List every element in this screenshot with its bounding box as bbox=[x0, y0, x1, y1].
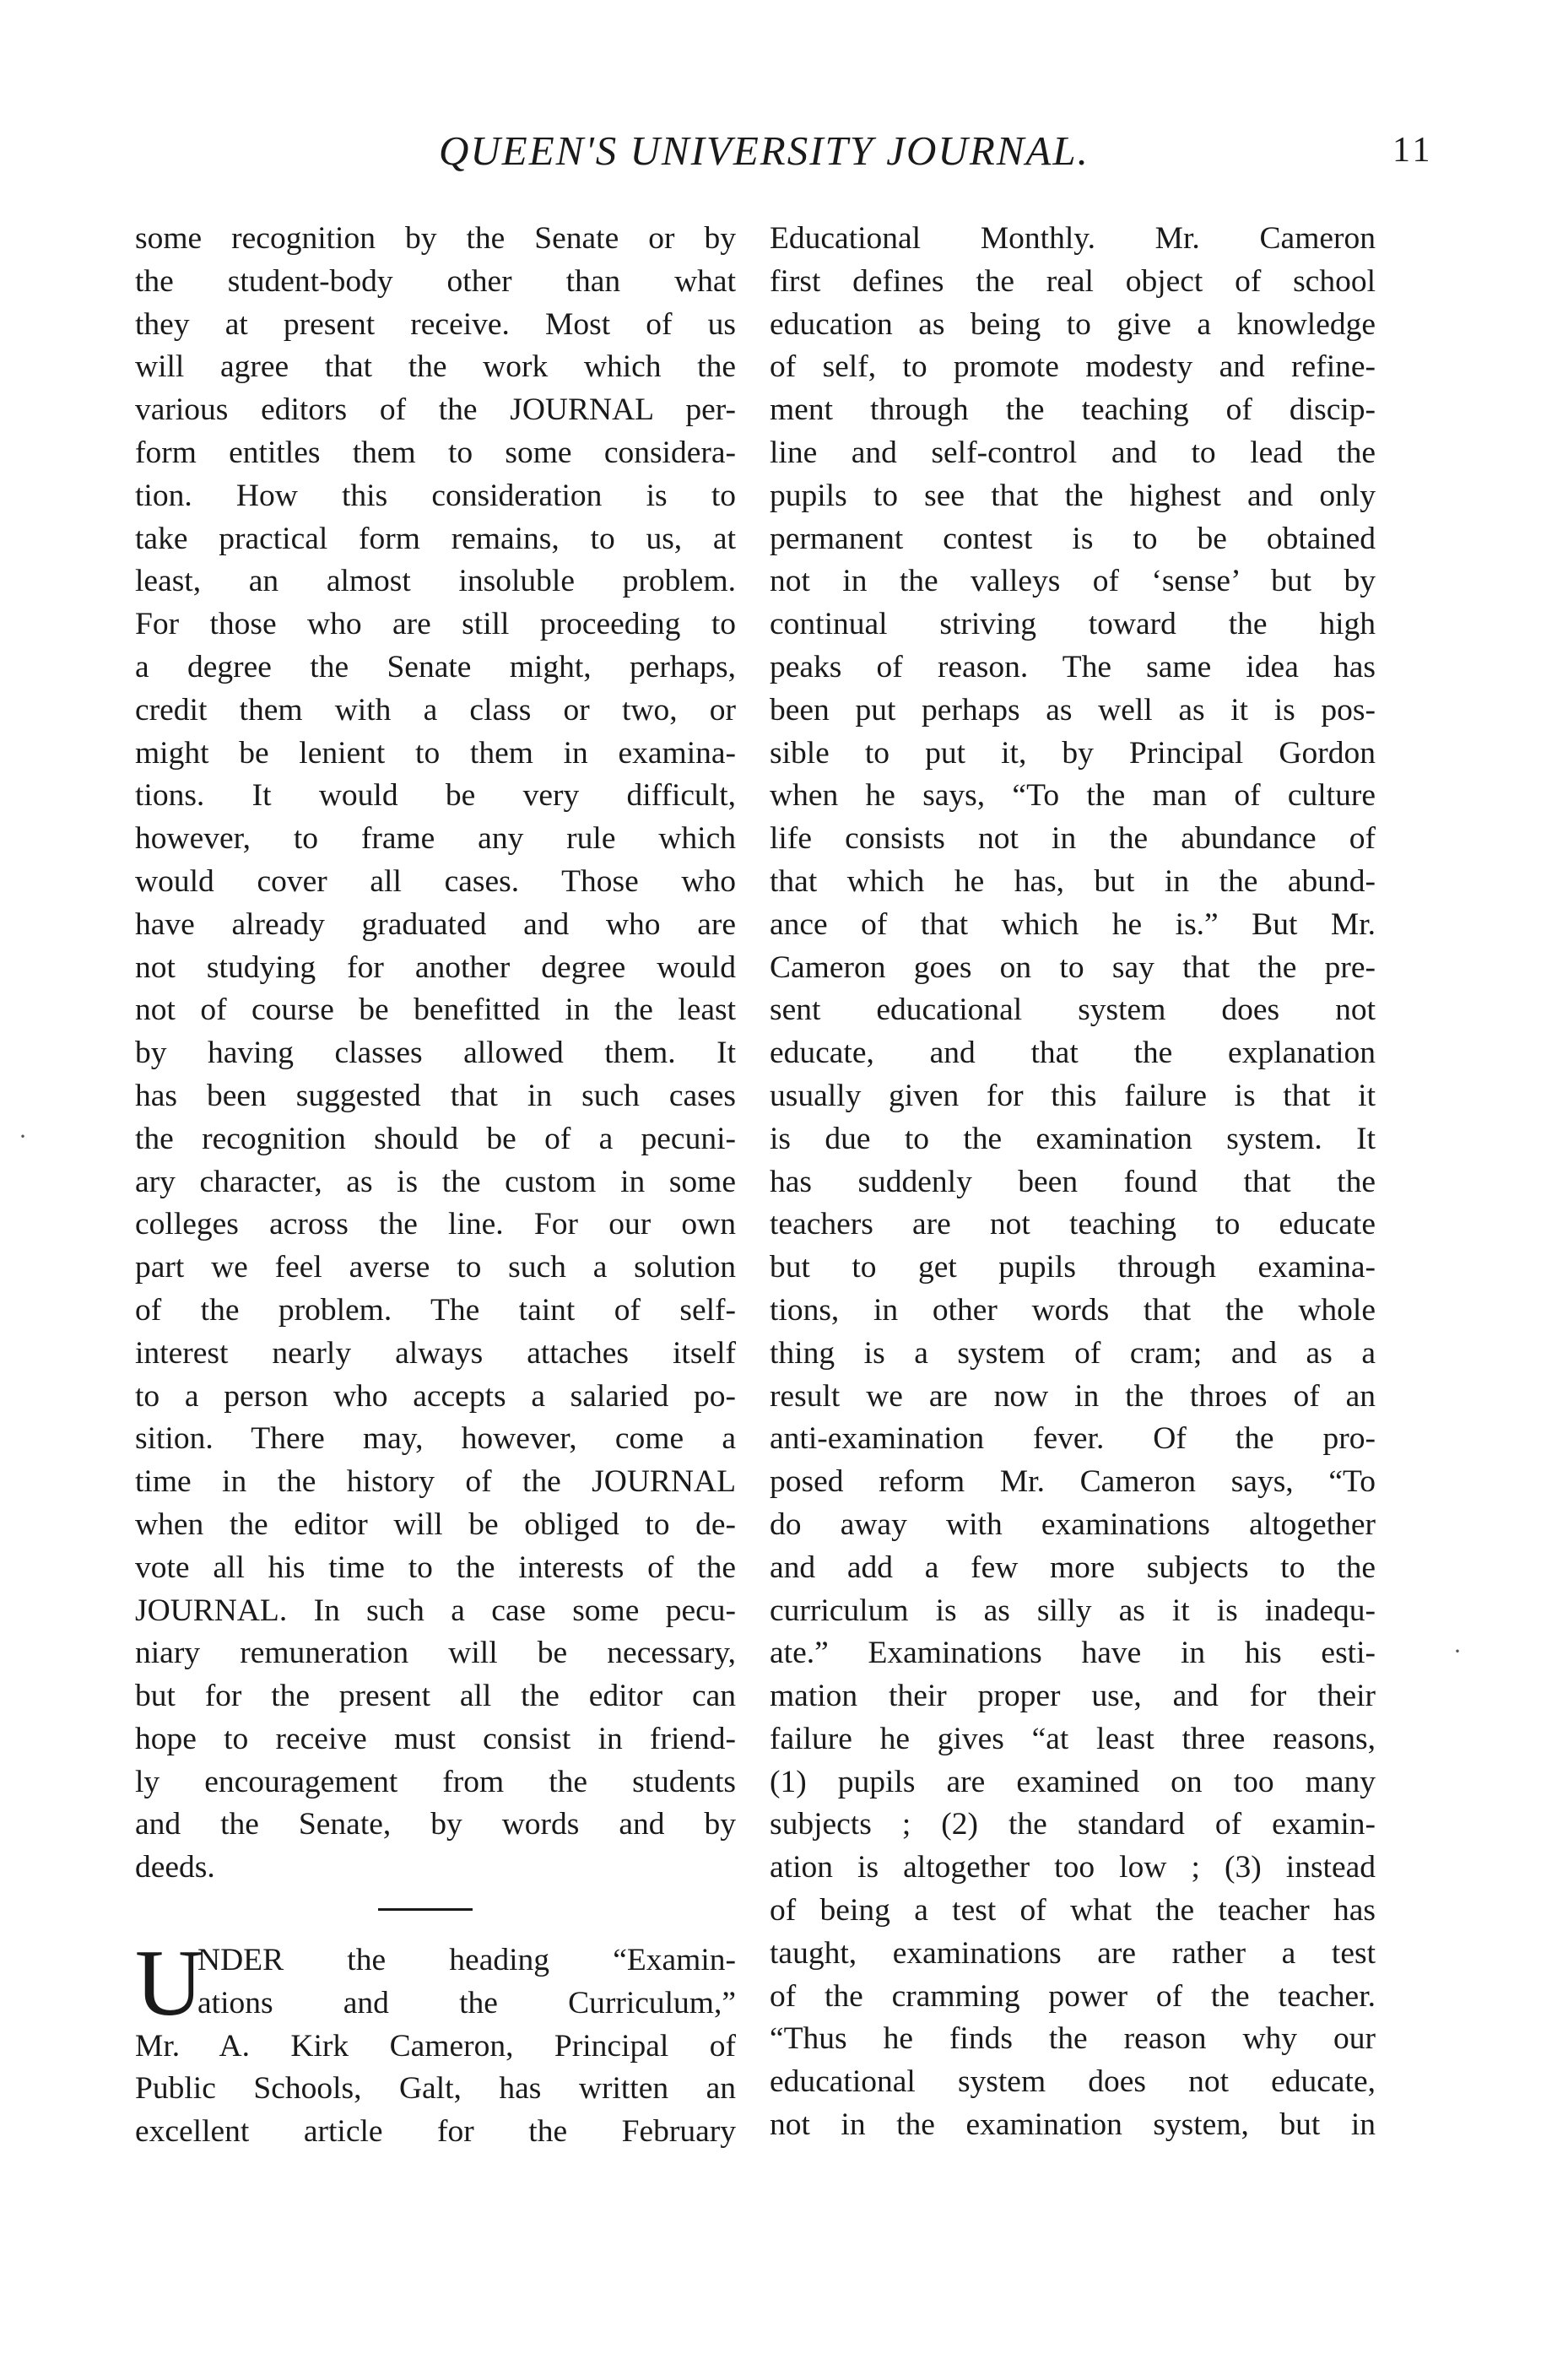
text-line: result we are now in the throes of an bbox=[770, 1378, 1376, 1414]
text-line: Mr. A. Kirk Cameron, Principal of bbox=[135, 2028, 736, 2064]
running-title: QUEEN'S UNIVERSITY JOURNAL. bbox=[439, 127, 1090, 174]
text-line: do away with examinations altogether bbox=[770, 1506, 1376, 1542]
text-line: Educational Monthly. Mr. Cameron bbox=[770, 221, 1376, 256]
text-line: ment through the teaching of discip- bbox=[770, 392, 1376, 428]
text-line: when he says, “To the man of culture bbox=[770, 778, 1376, 814]
text-line: a degree the Senate might, perhaps, bbox=[135, 649, 736, 684]
text-line: not in the examination system, but in bbox=[770, 2107, 1376, 2143]
text-line: various editors of the JOURNAL per- bbox=[135, 392, 736, 428]
text-line: ate.” Examinations have in his esti- bbox=[770, 1636, 1376, 1671]
text-line: form entitles them to some considera- bbox=[135, 435, 736, 470]
section-divider bbox=[378, 1908, 473, 1911]
page-number: 11 bbox=[1392, 131, 1434, 170]
article-continuation bbox=[770, 218, 1376, 2147]
text-line: subjects ; (2) the standard of examin- bbox=[770, 1807, 1376, 1842]
text-line: and add a few more subjects to the bbox=[770, 1550, 1376, 1585]
text-line: sition. There may, however, come a bbox=[135, 1421, 736, 1457]
text-line: has been suggested that in such cases bbox=[135, 1078, 736, 1113]
right-column bbox=[770, 218, 1376, 2147]
text-line: would cover all cases. Those who bbox=[135, 863, 736, 899]
text-line: and the Senate, by words and by bbox=[135, 1807, 736, 1842]
page-header bbox=[0, 127, 1541, 177]
text-line: of being a test of what the teacher has bbox=[770, 1893, 1376, 1928]
text-line: tions, in other words that the whole bbox=[770, 1292, 1376, 1328]
left-column bbox=[135, 218, 736, 2154]
text-line: ance of that which he is.” But Mr. bbox=[770, 906, 1376, 942]
text-line: of the problem. The taint of self- bbox=[135, 1292, 736, 1328]
text-line: Public Schools, Galt, has written an bbox=[135, 2071, 736, 2107]
article-paragraph bbox=[135, 1931, 736, 2154]
text-line: of self, to promote modesty and refine- bbox=[770, 349, 1376, 385]
text-line: ation is altogether too low ; (3) instead bbox=[770, 1850, 1376, 1885]
text-line: when the editor will be obliged to de- bbox=[135, 1506, 736, 1542]
text-line: line and self-control and to lead the bbox=[770, 435, 1376, 470]
text-line: hope to receive must consist in friend- bbox=[135, 1721, 736, 1756]
text-line: posed reform Mr. Cameron says, “To bbox=[770, 1464, 1376, 1500]
text-line: interest nearly always attaches itself bbox=[135, 1335, 736, 1371]
margin-mark: · bbox=[19, 1122, 27, 1150]
text-line: some recognition by the Senate or by bbox=[135, 221, 736, 256]
text-line: failure he gives “at least three reasons, bbox=[770, 1721, 1376, 1756]
drop-cap: U bbox=[135, 1931, 203, 2037]
text-line: will agree that the work which the bbox=[135, 349, 736, 385]
text-line: peaks of reason. The same idea has bbox=[770, 649, 1376, 684]
text-line: tions. It would be very difficult, bbox=[135, 778, 736, 814]
text-line: Cameron goes on to say that the pre- bbox=[770, 949, 1376, 985]
text-line: teachers are not teaching to educate bbox=[770, 1207, 1376, 1242]
text-line: tion. How this consideration is to bbox=[135, 478, 736, 513]
text-line: however, to frame any rule which bbox=[135, 821, 736, 857]
text-line: of the cramming power of the teacher. bbox=[770, 1978, 1376, 2014]
text-line: sible to put it, by Principal Gordon bbox=[770, 735, 1376, 771]
text-line: take practical form remains, to us, at bbox=[135, 521, 736, 556]
text-line: niary remuneration will be necessary, bbox=[135, 1636, 736, 1671]
margin-mark: · bbox=[1453, 1637, 1462, 1665]
text-line: permanent contest is to be obtained bbox=[770, 521, 1376, 556]
text-line: ations and the Curriculum,” bbox=[197, 1985, 736, 2020]
text-line: life consists not in the abundance of bbox=[770, 821, 1376, 857]
text-line: the recognition should be of a pecuni- bbox=[135, 1121, 736, 1156]
text-line: not in the valleys of ‘sense’ but by bbox=[770, 564, 1376, 599]
text-line: but to get pupils through examina- bbox=[770, 1250, 1376, 1285]
text-line: the student-body other than what bbox=[135, 263, 736, 299]
text-line: pupils to see that the highest and only bbox=[770, 478, 1376, 513]
text-line: is due to the examination system. It bbox=[770, 1121, 1376, 1156]
text-line: taught, examinations are rather a test bbox=[770, 1935, 1376, 1971]
text-line: that which he has, but in the abund- bbox=[770, 863, 1376, 899]
text-line: excellent article for the February bbox=[135, 2114, 736, 2150]
text-line: deeds. bbox=[135, 1850, 215, 1885]
text-line: but for the present all the editor can bbox=[135, 1679, 736, 1714]
text-line: credit them with a class or two, or bbox=[135, 692, 736, 728]
text-line: usually given for this failure is that it bbox=[770, 1078, 1376, 1113]
text-line: thing is a system of cram; and as a bbox=[770, 1335, 1376, 1371]
text-line: curriculum is as silly as it is inadequ- bbox=[770, 1593, 1376, 1628]
text-line: mation their proper use, and for their bbox=[770, 1679, 1376, 1714]
text-line: “Thus he finds the reason why our bbox=[770, 2021, 1376, 2057]
text-line: anti-examination fever. Of the pro- bbox=[770, 1421, 1376, 1457]
text-line: educational system does not educate, bbox=[770, 2064, 1376, 2100]
text-line: they at present receive. Most of us bbox=[135, 306, 736, 342]
text-line: continual striving toward the high bbox=[770, 607, 1376, 642]
text-line: been put perhaps as well as it is pos- bbox=[770, 692, 1376, 728]
text-line: might be lenient to them in examina- bbox=[135, 735, 736, 771]
text-line: colleges across the line. For our own bbox=[135, 1207, 736, 1242]
text-line: NDER the heading “Examin- bbox=[197, 1943, 736, 1978]
text-line: to a person who accepts a salaried po- bbox=[135, 1378, 736, 1414]
text-line: ary character, as is the custom in some bbox=[135, 1164, 736, 1199]
text-line: have already graduated and who are bbox=[135, 906, 736, 942]
text-line: sent educational system does not bbox=[770, 993, 1376, 1028]
text-line: ly encouragement from the students bbox=[135, 1764, 736, 1799]
text-line: not studying for another degree would bbox=[135, 949, 736, 985]
text-line: part we feel averse to such a solution bbox=[135, 1250, 736, 1285]
text-line: education as being to give a knowledge bbox=[770, 306, 1376, 342]
text-line: vote all his time to the interests of the bbox=[135, 1550, 736, 1585]
editorial-paragraph bbox=[135, 218, 736, 1890]
text-line: least, an almost insoluble problem. bbox=[135, 564, 736, 599]
text-line: has suddenly been found that the bbox=[770, 1164, 1376, 1199]
text-line: time in the history of the JOURNAL bbox=[135, 1464, 736, 1500]
text-line: (1) pupils are examined on too many bbox=[770, 1764, 1376, 1799]
text-line: not of course be benefitted in the least bbox=[135, 993, 736, 1028]
text-line: JOURNAL. In such a case some pecu- bbox=[135, 1593, 736, 1628]
text-line: educate, and that the explanation bbox=[770, 1036, 1376, 1071]
text-line: by having classes allowed them. It bbox=[135, 1036, 736, 1071]
text-line: For those who are still proceeding to bbox=[135, 607, 736, 642]
text-line: first defines the real object of school bbox=[770, 263, 1376, 299]
